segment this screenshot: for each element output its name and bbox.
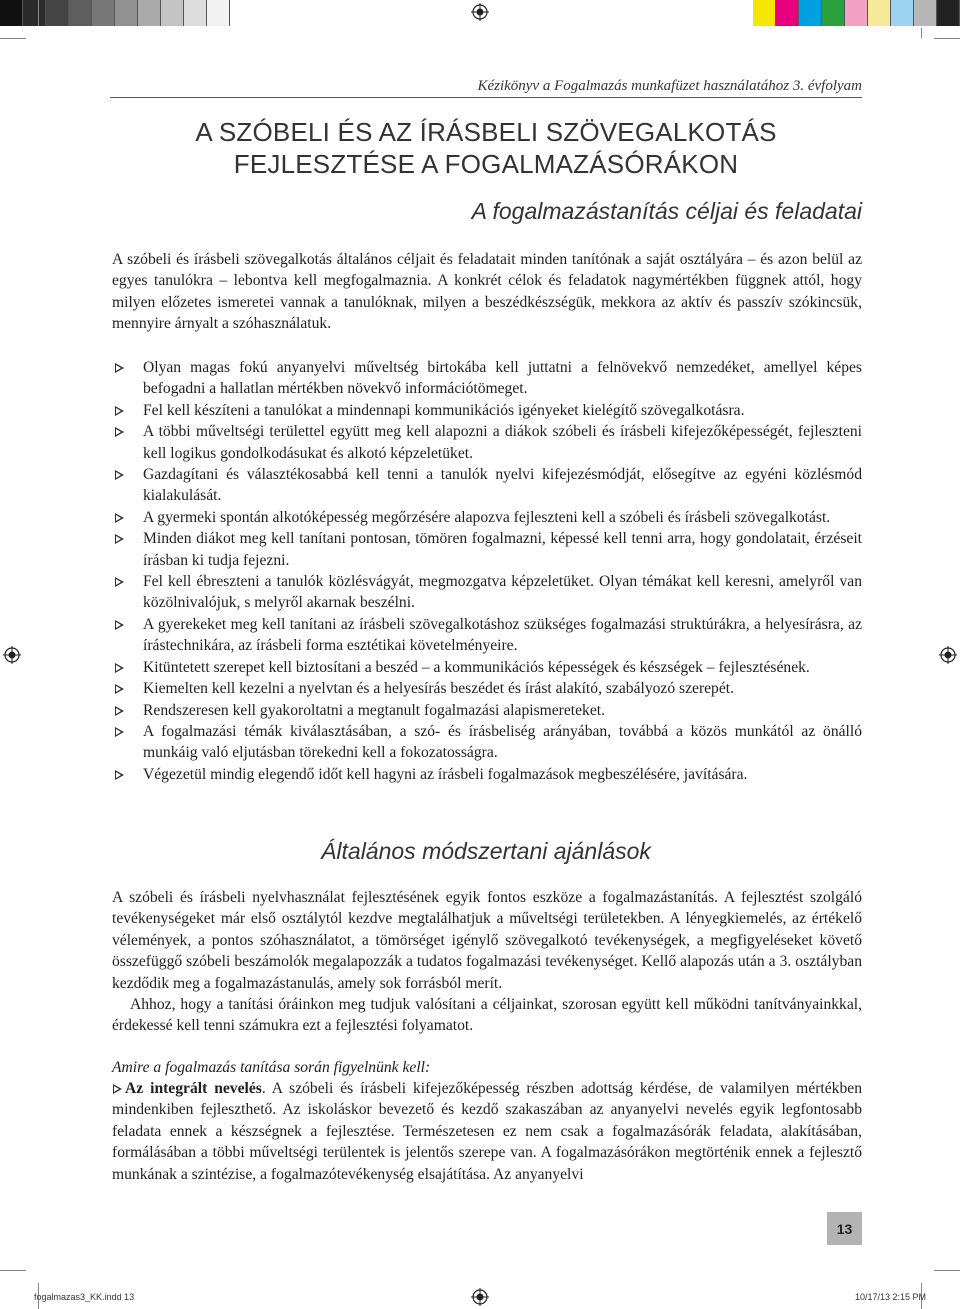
triangle-bullet-icon (115, 706, 124, 716)
title-line-1: A SZÓBELI ÉS AZ ÍRÁSBELI SZÖVEGALKOTÁS (195, 117, 777, 147)
triangle-bullet-icon (113, 1084, 122, 1094)
registration-mark-icon (939, 646, 957, 664)
footer-timestamp: 10/17/13 2:15 PM (854, 1292, 926, 1302)
crop-mark (0, 38, 26, 39)
color-swatch (23, 0, 46, 26)
color-swatch (868, 0, 891, 26)
goals-list (112, 357, 862, 785)
page-title (110, 116, 862, 180)
list-item: A gyermeki spontán alkotóképesség megőrzésére alapozva fejleszteni kell a szóbeli és írásbeli szövegalkotást. (112, 507, 862, 528)
list-item: Kitüntetett szerepet kell biztosítani a beszéd – a kommunikációs képességek és készségek – fejlesztésének. (112, 657, 862, 678)
title-line-2: FEJLESZTÉSE A FOGALMAZÁSÓRÁKON (233, 149, 739, 179)
color-swatch (822, 0, 845, 26)
list-item: A többi műveltségi területtel együtt meg kell alapozni a diákok szóbeli és írásbeli kifejezőképességét, fejleszteni kell logikus gondolkodásukat és alkotó képzeletüket. (112, 421, 862, 464)
list-item: Fel kell ébreszteni a tanulók közlésvágyát, megmozgatva képzeletüket. Olyan témákat kell keresni, amelyről van közölnivalójuk, s melyről akarnak beszélni. (112, 571, 862, 614)
triangle-bullet-icon (115, 470, 124, 480)
process-color-bar (753, 0, 960, 26)
triangle-bullet-icon (115, 663, 124, 673)
registration-mark-icon (3, 646, 21, 664)
list-item: A gyerekeket meg kell tanítani az írásbeli szövegalkotáshoz szükséges fogalmazási struktúrákra, a helyesírásra, az írástechnikára, az írásbeli forma esztétikai követelményeire. (112, 614, 862, 657)
color-swatch (138, 0, 161, 26)
crop-mark (934, 1270, 960, 1271)
color-swatch (92, 0, 115, 26)
lead-in-text: Amire a fogalmazás tanítása során figyelnünk kell: (112, 1059, 431, 1076)
color-swatch (0, 0, 23, 26)
crop-mark (0, 1270, 26, 1271)
list-item: Olyan magas fokú anyanyelvi műveltség birtokába kell juttatni a felnövekvő nemzedéket, amellyel képes befogadni a hallatlan mértékben növekvő információtömeget. (112, 357, 862, 400)
methods-paragraph-1: A szóbeli és írásbeli nyelvhasználat fejlesztésének egyik fontos eszköze a fogalmazástanítás. A fejlesztést szolgáló tevékenységeket már első osztálytól kezdve megtalálhatjuk a műveltségi területekben. A lényegkiemelés, az értékelő vélemények, a pontos szóhasználatot, a tömörséget igénylő szövegalkotó tevékenységek, a megfigyeléseket követő összefüggő szóbeli beszámolók megalapozzák a tudatos fogalmazási tevékenységet. Kellő alapozás után a 3. osztályban kezdődik meg a fogalmazástanulás, amely sok forrásból merít. (112, 889, 862, 992)
triangle-bullet-icon (115, 577, 124, 587)
list-item: Minden diákot meg kell tanítani pontosan, tömören fogalmazni, képessé kell tenni arra, hogy gondolatait, érzéseit írásban ki tudja fejezni. (112, 528, 862, 571)
list-item: Fel kell készíteni a tanulókat a mindennapi kommunikációs igényeket kielégítő szövegalkotásra. (112, 400, 862, 421)
triangle-bullet-icon (115, 513, 124, 523)
color-swatch (845, 0, 868, 26)
triangle-bullet-icon (115, 684, 124, 694)
color-swatch (891, 0, 914, 26)
color-swatch (914, 0, 937, 26)
registration-mark-icon (471, 1288, 489, 1306)
methods-paragraphs (112, 887, 862, 1037)
color-swatch (115, 0, 138, 26)
triangle-bullet-icon (115, 770, 124, 780)
section-subtitle: A fogalmazástanítás céljai és feladatai (471, 198, 862, 224)
crop-mark (934, 38, 960, 39)
crop-mark (38, 0, 39, 26)
section-subtitle-2: Általános módszertani ajánlások (321, 838, 651, 864)
list-item: Rendszeresen kell gyakoroltatni a megtanult fogalmazási alapismereteket. (112, 700, 862, 721)
triangle-bullet-icon (115, 727, 124, 737)
list-item: Végezetül mindig elegendő időt kell hagyni az írásbeli fogalmazások megbeszélésére, javítására. (112, 764, 862, 785)
color-swatch (207, 0, 230, 26)
methods-paragraph-2: Ahhoz, hogy a tanítási óráinkon meg tudjuk valósítani a céljainkat, szorosan együtt kell működni tanítványainkkal, érdekessé kell tenni számukra ezt a fejlesztési folyamatot. (112, 996, 862, 1035)
page-number: 13 (827, 1212, 862, 1245)
intro-paragraph: A szóbeli és írásbeli szövegalkotás általános céljait és feladatait minden tanítónak a saját osztályára – és azon belül az egyes tanulókra – lebontva kell megfogalmaznia. A konkrét célok és feladatok nagymértékben függnek attól, hogy milyen előzetes ismeretei vannak a tanulóknak, milyen a beszédkészségük, mekkora az aktív és passzív szókincsük, mennyire árnyalt a szóhasználatuk. (112, 251, 862, 333)
color-swatch (937, 0, 960, 26)
integrated-education-item (112, 1078, 862, 1185)
triangle-bullet-icon (115, 427, 124, 437)
list-item: Kiemelten kell kezelni a nyelvtan és a helyesírás beszédet és írást alakító, szabályozó szerepét. (112, 678, 862, 699)
item-heading: Az integrált nevelés (125, 1080, 262, 1097)
color-swatch (161, 0, 184, 26)
triangle-bullet-icon (115, 534, 124, 544)
color-swatch (776, 0, 799, 26)
color-swatch (69, 0, 92, 26)
crop-mark (921, 28, 922, 38)
color-swatch (184, 0, 207, 26)
footer-file-info: fogalmazas3_KK.indd 13 (34, 1292, 135, 1302)
triangle-bullet-icon (115, 620, 124, 630)
registration-mark-icon (471, 3, 489, 21)
list-item: Gazdagítani és választékosabbá kell tenni a tanulók nyelvi kifejezésmódját, elősegítve az egyéni közlésmód kialakulását. (112, 464, 862, 507)
triangle-bullet-icon (115, 363, 124, 373)
color-swatch (799, 0, 822, 26)
running-head: Kézikönyv a Fogalmazás munkafüzet használatához 3. évfolyam (110, 78, 862, 98)
color-swatch (46, 0, 69, 26)
triangle-bullet-icon (115, 406, 124, 416)
color-swatch (753, 0, 776, 26)
list-item: A fogalmazási témák kiválasztásában, a szó- és írásbeliség arányában, továbbá a közös munkától az önálló munkáig való eljutásban törekedni kell a fokozatosságra. (112, 721, 862, 764)
item-text: . A szóbeli és írásbeli kifejezőképesség részben adottság kérdése, de valamilyen mértékben mindenkiben fejleszthető. Az iskoláskor bevezető és kezdő szakaszában az anyanyelvi nevelés egyik legfontosabb feladata ennek a készségnek a fejlesztése. Természetesen ez nem csak a fogalmazásórák feladata, alakításában, formálásában a többi műveltségi terülentek is jelentős szerepe van. A fogalmazásórákon megtörténik ennek a fejlesztő munkának a szintézise, a fogalmazótevékenység elsajátítása. Az anyanyelvi (112, 1080, 862, 1183)
grayscale-color-bar (0, 0, 230, 26)
